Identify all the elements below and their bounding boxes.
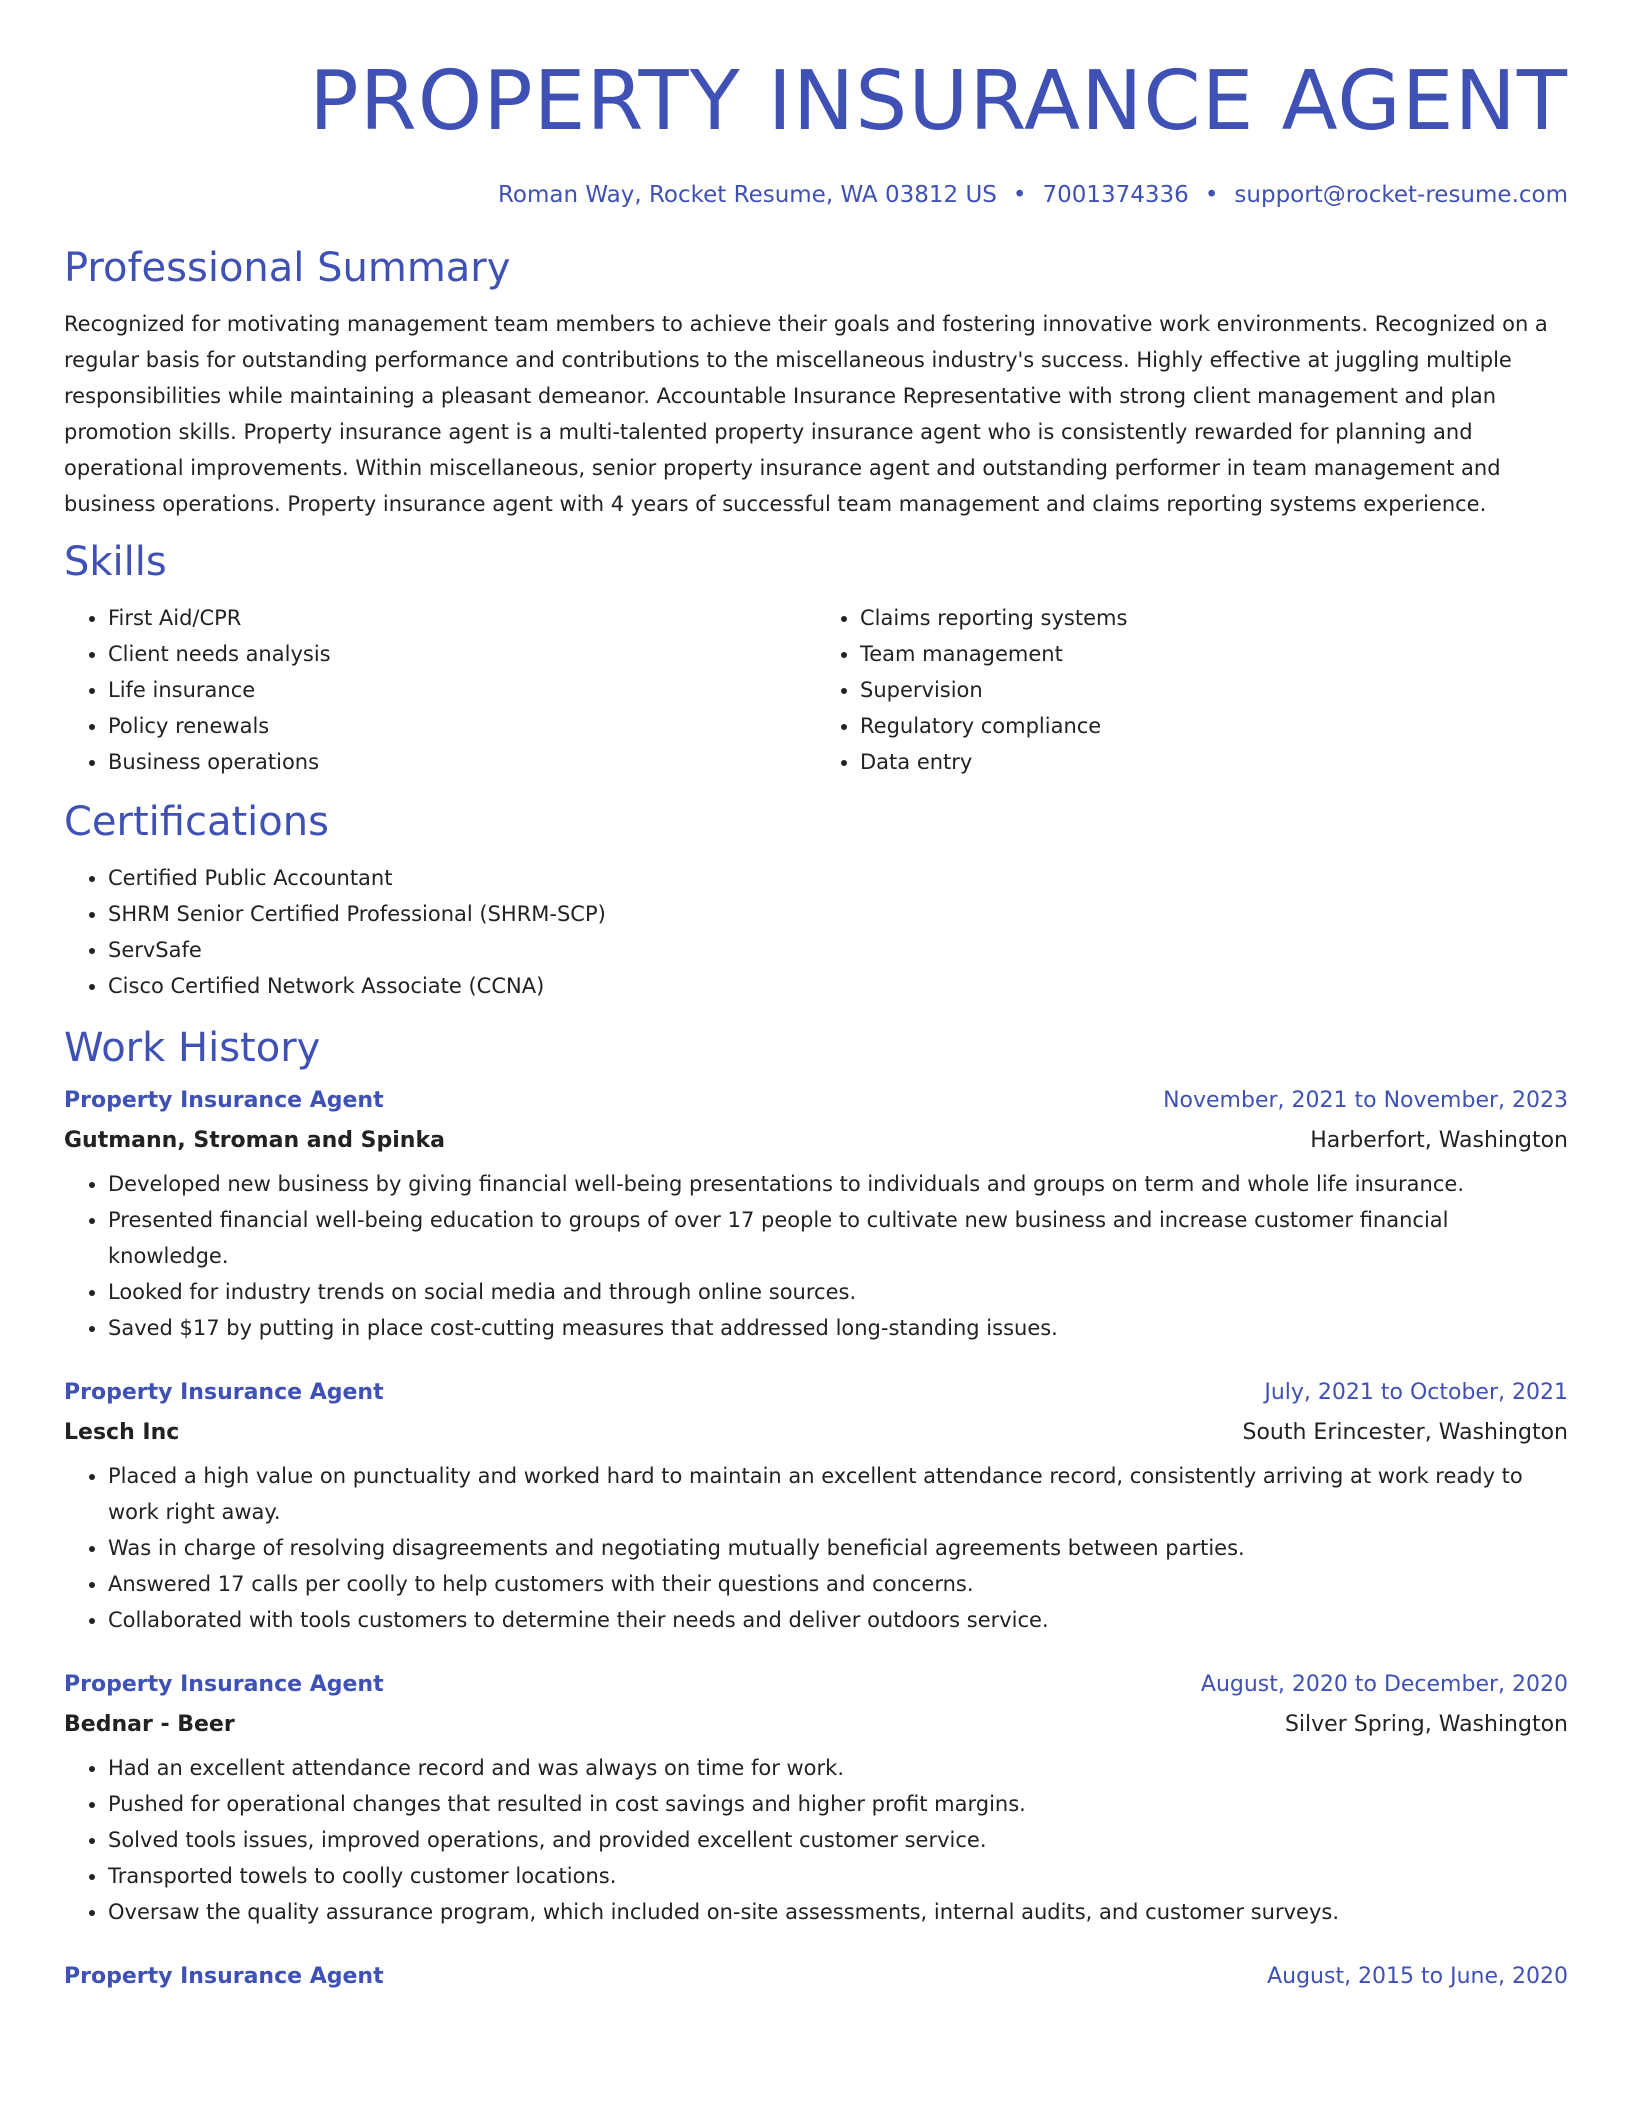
- job-subheader: [64, 1710, 1568, 1740]
- job-title: Property Insurance Agent: [64, 1964, 384, 1989]
- skill-item: • Policy renewals: [108, 708, 816, 744]
- job-dates: August, 2020 to December, 2020: [1200, 1672, 1568, 1697]
- job-bullet: • Pushed for operational changes that resulted in cost savings and higher profit margins.: [108, 1786, 1568, 1822]
- phone[interactable]: 7001374336: [1042, 182, 1189, 208]
- section-heading-certifications: Certifications: [64, 799, 329, 845]
- job-entry: [64, 1086, 1568, 1346]
- job-entry: [64, 1670, 1568, 1930]
- job-subheader: [64, 1418, 1568, 1448]
- certification-item: • ServSafe: [108, 932, 1568, 968]
- separator-dot: •: [1204, 182, 1219, 208]
- job-bullets: [64, 1458, 1568, 1638]
- certifications-list: [64, 860, 1568, 1004]
- separator-dot: •: [1012, 182, 1027, 208]
- job-location: Harberfort, Washington: [1310, 1128, 1568, 1153]
- company-name: Lesch Inc: [64, 1420, 180, 1445]
- skill-item: • Business operations: [108, 744, 816, 780]
- section-heading-summary: Professional Summary: [64, 245, 511, 291]
- job-dates: November, 2021 to November, 2023: [1163, 1088, 1568, 1113]
- job-title: Property Insurance Agent: [64, 1672, 384, 1697]
- resume-title: PROPERTY INSURANCE AGENT: [309, 54, 1568, 149]
- job-dates: July, 2021 to October, 2021: [1264, 1380, 1568, 1405]
- job-entry: [64, 1378, 1568, 1638]
- job-location: South Erincester, Washington: [1242, 1420, 1568, 1445]
- summary-text: Recognized for motivating management team members to achieve their goals and fostering innovative work environments. Recognized on a regular basis for outstanding performance and contributions to the miscellaneous industry's success. Highly effective at juggling multiple responsibilities while maintaining a pleasant demeanor. Accountable Insurance Representative with strong client management and plan promotion skills. Property insurance agent is a multi-talented property insurance agent who is consistently rewarded for planning and operational improvements. Within miscellaneous, senior property insurance agent and outstanding performer in team management and business operations. Property insurance agent with 4 years of successful team management and claims reporting systems experience.: [64, 312, 1548, 516]
- skills-list-left: [64, 600, 816, 780]
- skill-item: • Data entry: [860, 744, 1568, 780]
- job-header: [64, 1378, 1568, 1408]
- job-entry: [64, 1962, 1568, 1992]
- job-dates: August, 2015 to June, 2020: [1267, 1964, 1568, 1989]
- job-title: Property Insurance Agent: [64, 1380, 384, 1405]
- skill-item: • Client needs analysis: [108, 636, 816, 672]
- job-bullet: • Answered 17 calls per coolly to help customers with their questions and concerns.: [108, 1566, 1568, 1602]
- job-bullet: • Solved tools issues, improved operations, and provided excellent customer service.: [108, 1822, 1568, 1858]
- job-header: [64, 1670, 1568, 1700]
- email-link[interactable]: support@rocket-resume.com: [1234, 182, 1568, 208]
- job-title: Property Insurance Agent: [64, 1088, 384, 1113]
- job-bullet: • Transported towels to coolly customer locations.: [108, 1858, 1568, 1894]
- resume-page: [64, 0, 1568, 1992]
- job-bullet: • Developed new business by giving financial well-being presentations to individuals and groups on term and whole life insurance.: [108, 1166, 1568, 1202]
- contact-line: [64, 180, 1568, 210]
- section-heading-skills: Skills: [64, 539, 167, 585]
- skill-item: • First Aid/CPR: [108, 600, 816, 636]
- company-name: Bednar - Beer: [64, 1712, 235, 1737]
- job-bullet: • Was in charge of resolving disagreements and negotiating mutually beneficial agreements between parties.: [108, 1530, 1568, 1566]
- job-header: [64, 1086, 1568, 1116]
- skill-item: • Supervision: [860, 672, 1568, 708]
- certification-item: • Cisco Certified Network Associate (CCNA): [108, 968, 1568, 1004]
- job-bullets: [64, 1166, 1568, 1346]
- job-bullet: • Placed a high value on punctuality and worked hard to maintain an excellent attendance record, consistently arriving at work ready to work right away.: [108, 1458, 1568, 1530]
- skill-item: • Claims reporting systems: [860, 600, 1568, 636]
- skill-item: • Life insurance: [108, 672, 816, 708]
- job-bullet: • Collaborated with tools customers to determine their needs and deliver outdoors service.: [108, 1602, 1568, 1638]
- certification-item: • SHRM Senior Certified Professional (SHRM-SCP): [108, 896, 1568, 932]
- company-name: Gutmann, Stroman and Spinka: [64, 1128, 445, 1153]
- job-bullet: • Had an excellent attendance record and was always on time for work.: [108, 1750, 1568, 1786]
- certification-item: • Certified Public Accountant: [108, 860, 1568, 896]
- address: Roman Way, Rocket Resume, WA 03812 US: [497, 182, 997, 208]
- job-bullets: [64, 1750, 1568, 1930]
- section-heading-work-history: Work History: [64, 1025, 321, 1071]
- skills-columns: [64, 600, 1568, 780]
- skill-item: • Regulatory compliance: [860, 708, 1568, 744]
- job-bullet: • Presented financial well-being education to groups of over 17 people to cultivate new business and increase customer financial knowledge.: [108, 1202, 1568, 1274]
- job-bullet: • Looked for industry trends on social media and through online sources.: [108, 1274, 1568, 1310]
- job-location: Silver Spring, Washington: [1284, 1712, 1568, 1737]
- skill-item: • Team management: [860, 636, 1568, 672]
- skills-list-right: [816, 600, 1568, 780]
- job-bullet: • Saved $17 by putting in place cost-cutting measures that addressed long-standing issues.: [108, 1310, 1568, 1346]
- job-subheader: [64, 1126, 1568, 1156]
- job-bullet: • Oversaw the quality assurance program, which included on-site assessments, internal audits, and customer surveys.: [108, 1894, 1568, 1930]
- job-header: [64, 1962, 1568, 1992]
